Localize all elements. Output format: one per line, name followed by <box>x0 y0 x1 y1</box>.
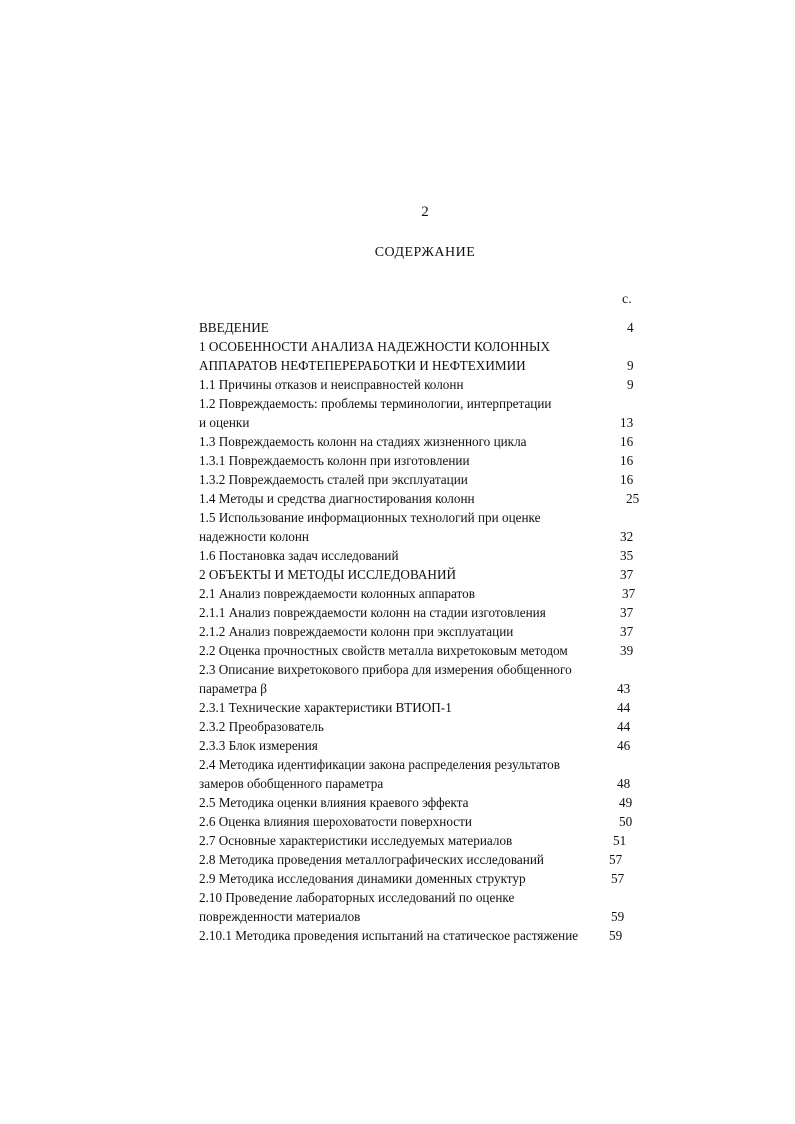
toc-entry <box>199 394 649 413</box>
toc-entry <box>199 584 649 603</box>
toc-entry-text: АППАРАТОВ НЕФТЕПЕРЕРАБОТКИ И НЕФТЕХИМИИ <box>199 358 526 373</box>
page-column-header: с. <box>622 292 632 307</box>
toc-entry <box>199 375 649 394</box>
toc-entry <box>199 850 649 869</box>
toc-entry-page: 37 <box>620 567 634 582</box>
toc-entry <box>199 603 649 622</box>
toc-entry <box>199 888 649 907</box>
toc-entry-text: параметра β <box>199 681 267 696</box>
toc-entry <box>199 337 649 356</box>
toc-entry <box>199 470 649 489</box>
toc-entry <box>199 489 649 508</box>
toc-entry-text: 2.1 Анализ повреждаемости колонных аппаратов <box>199 586 475 601</box>
toc-entry-page: 37 <box>620 605 634 620</box>
toc-entry-page: 16 <box>620 453 634 468</box>
toc-entry <box>199 546 649 565</box>
toc-entry-page: 59 <box>611 909 625 924</box>
toc-entry <box>199 318 649 337</box>
toc-entry-page: 9 <box>627 377 634 392</box>
toc-entry <box>199 565 649 584</box>
toc-entry-page: 49 <box>619 795 633 810</box>
toc-entry-text: 2.3.3 Блок измерения <box>199 738 318 753</box>
toc-entry <box>199 907 649 926</box>
toc-entry-page: 4 <box>627 320 634 335</box>
toc-entry-text: 1.1 Причины отказов и неисправностей колонн <box>199 377 464 392</box>
toc-entry-page: 46 <box>617 738 631 753</box>
toc-entry-page: 13 <box>620 415 634 430</box>
toc-entry-page: 35 <box>620 548 634 563</box>
toc-entry <box>199 698 649 717</box>
toc-entry-text: поврежденности материалов <box>199 909 361 924</box>
toc-entry-text: 2.1.2 Анализ повреждаемости колонн при эксплуатации <box>199 624 514 639</box>
toc-entry-text: 2.6 Оценка влияния шероховатости поверхности <box>199 814 472 829</box>
toc-entry-text: 2.10 Проведение лабораторных исследований по оценке <box>199 890 515 905</box>
toc-entry <box>199 736 649 755</box>
toc-entry-text: 2.10.1 Методика проведения испытаний на статическое растяжение <box>199 928 579 943</box>
toc-entry <box>199 641 649 660</box>
toc-entry-text: 1.4 Методы и средства диагностирования колонн <box>199 491 475 506</box>
toc-entry-text: 2.7 Основные характеристики исследуемых материалов <box>199 833 513 848</box>
toc-entry <box>199 356 649 375</box>
toc-entry-text: 2.3.1 Технические характеристики ВТИОП-1 <box>199 700 452 715</box>
toc-entry <box>199 869 649 888</box>
toc-entry-text: 2 ОБЪЕКТЫ И МЕТОДЫ ИССЛЕДОВАНИЙ <box>199 567 457 582</box>
toc-entry-page: 16 <box>620 472 634 487</box>
toc-entry <box>199 622 649 641</box>
toc-entry-page: 51 <box>613 833 627 848</box>
toc-entry-page: 37 <box>622 586 636 601</box>
toc-entry-page: 57 <box>611 871 625 886</box>
toc-entry <box>199 717 649 736</box>
toc-entry-text: 1 ОСОБЕННОСТИ АНАЛИЗА НАДЕЖНОСТИ КОЛОННЫХ <box>199 339 551 354</box>
toc-entry-page: 50 <box>619 814 633 829</box>
toc-entry <box>199 679 649 698</box>
toc-entry-page: 9 <box>627 358 634 373</box>
toc-entry-text: надежности колонн <box>199 529 309 544</box>
toc-entry-text: замеров обобщенного параметра <box>199 776 384 791</box>
toc-entry-text: 1.3.2 Повреждаемость сталей при эксплуатации <box>199 472 468 487</box>
toc-entry <box>199 755 649 774</box>
toc-entry-page: 59 <box>609 928 623 943</box>
toc-entry <box>199 812 649 831</box>
toc-entry <box>199 413 649 432</box>
toc-entry-text: 2.1.1 Анализ повреждаемости колонн на стадии изготовления <box>199 605 546 620</box>
toc-title: СОДЕРЖАНИЕ <box>374 245 476 260</box>
toc-entry <box>199 527 649 546</box>
toc-entry-text: 1.3.1 Повреждаемость колонн при изготовлении <box>199 453 470 468</box>
toc-entry <box>199 774 649 793</box>
toc-entry-page: 32 <box>620 529 634 544</box>
toc-entry <box>199 660 649 679</box>
toc-entry-text: 2.3.2 Преобразователь <box>199 719 324 734</box>
toc-entry <box>199 451 649 470</box>
toc-entry <box>199 508 649 527</box>
toc-entry-text: 2.2 Оценка прочностных свойств металла вихретоковым методом <box>199 643 568 658</box>
toc-entry-page: 25 <box>626 491 640 506</box>
toc-entry-text: 2.3 Описание вихретокового прибора для измерения обобщенного <box>199 662 572 677</box>
toc-entry-text: и оценки <box>199 415 250 430</box>
toc-entry-text: 2.4 Методика идентификации закона распределения результатов <box>199 757 560 772</box>
toc-entry-page: 48 <box>617 776 631 791</box>
toc-entry-text: 1.6 Постановка задач исследований <box>199 548 399 563</box>
toc-entry-page: 37 <box>620 624 634 639</box>
toc-entry-page: 43 <box>617 681 631 696</box>
toc-entry-text: ВВЕДЕНИЕ <box>199 320 269 335</box>
toc-entry <box>199 793 649 812</box>
toc-entry-text: 2.5 Методика оценки влияния краевого эффекта <box>199 795 469 810</box>
toc-entry-page: 44 <box>617 719 631 734</box>
toc-entry-text: 2.9 Методика исследования динамики доменных структур <box>199 871 526 886</box>
toc-entry <box>199 831 649 850</box>
toc-entry-text: 1.2 Повреждаемость: проблемы терминологии, интерпретации <box>199 396 552 411</box>
toc-entry-page: 16 <box>620 434 634 449</box>
toc-entry-page: 44 <box>617 700 631 715</box>
toc-entry <box>199 432 649 451</box>
toc-entry-page: 39 <box>620 643 634 658</box>
page-number: 2 <box>421 204 429 220</box>
toc-entry-text: 1.5 Использование информационных технологий при оценке <box>199 510 541 525</box>
toc-entry <box>199 926 649 945</box>
toc-entry-text: 1.3 Повреждаемость колонн на стадиях жизненного цикла <box>199 434 527 449</box>
toc-entry-text: 2.8 Методика проведения металлографических исследований <box>199 852 544 867</box>
toc-entry-page: 57 <box>609 852 623 867</box>
